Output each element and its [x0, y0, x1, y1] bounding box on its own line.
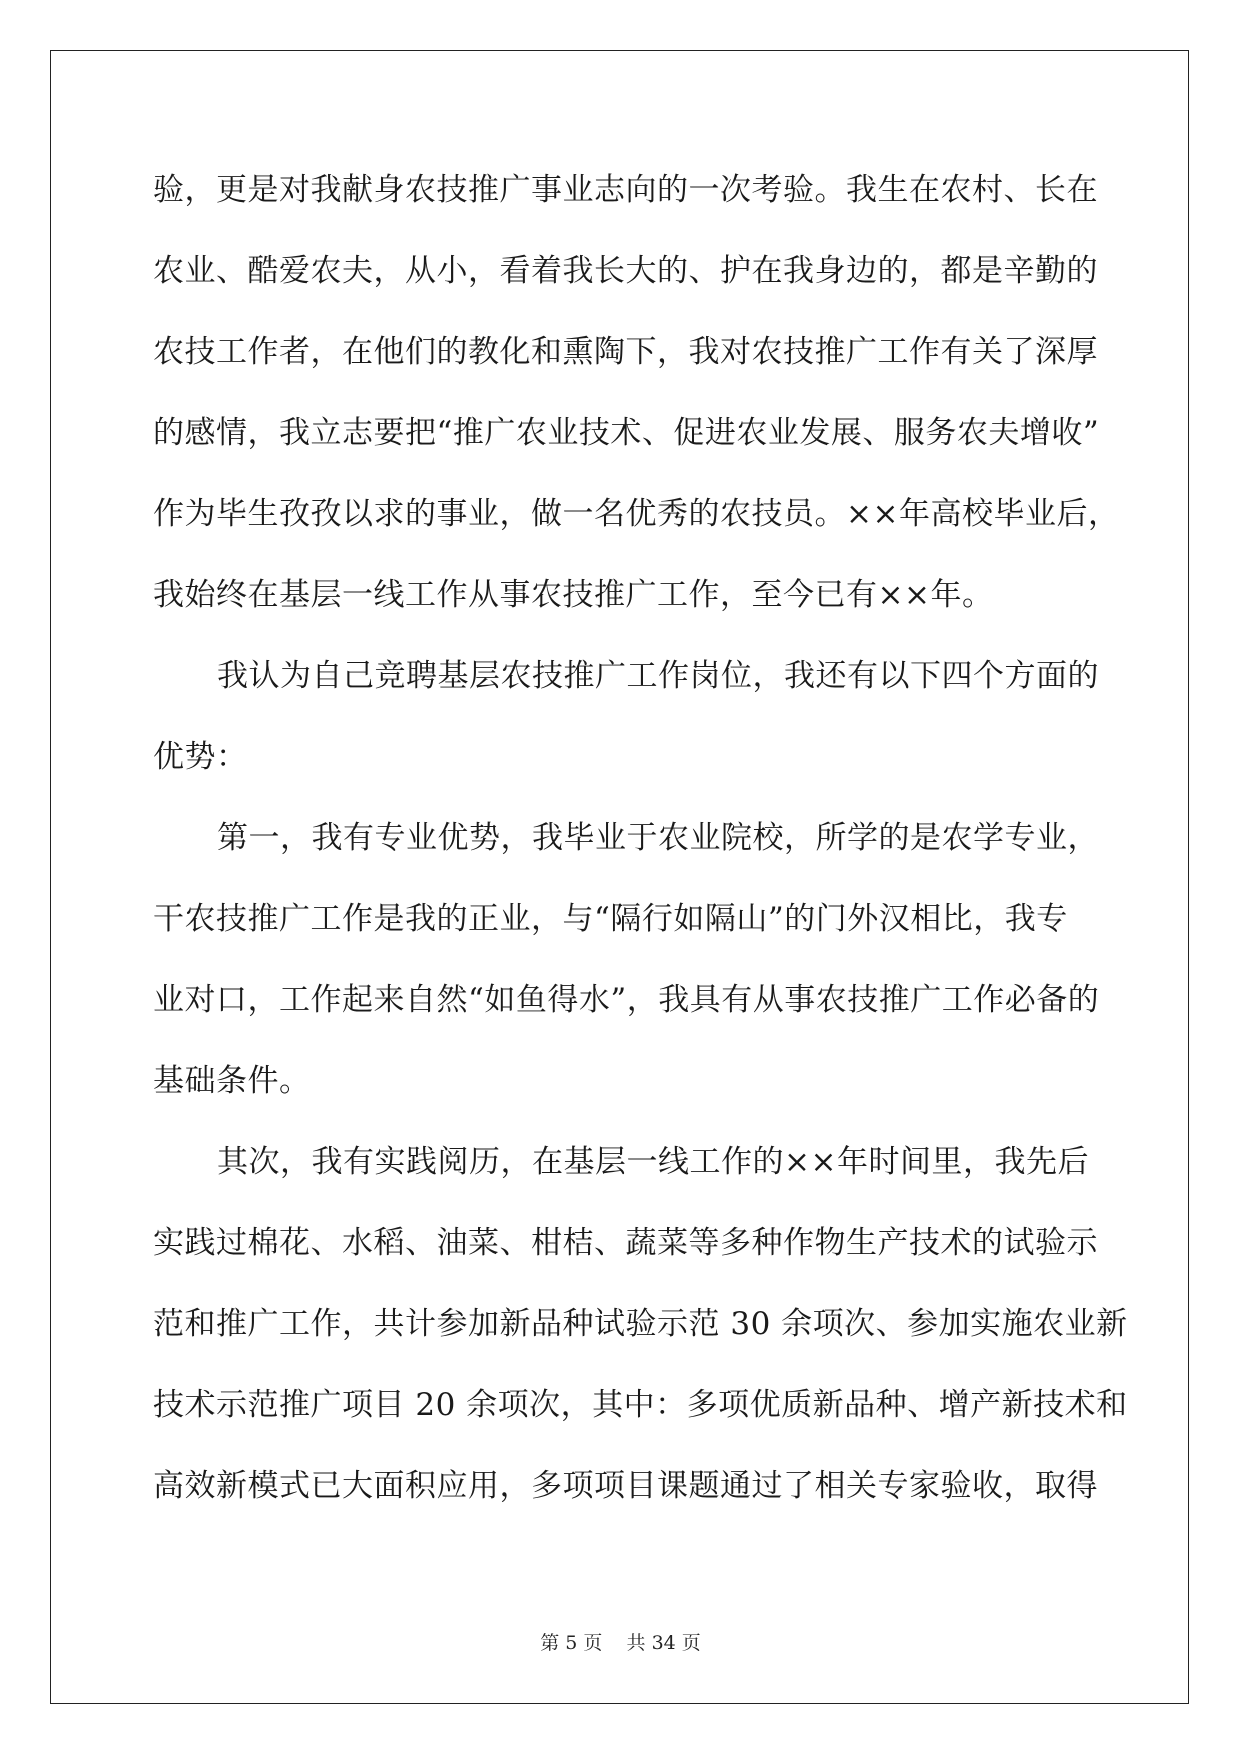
paragraph-first-line: 其次，我有实践阅历，在基层一线工作的××年时间里，我先后: [217, 1144, 1089, 1180]
text-line: 优势：: [153, 739, 248, 775]
text-line: 实践过棉花、水稻、油菜、柑桔、蔬菜等多种作物生产技术的试验示: [153, 1225, 1098, 1261]
text-line: 作为毕生孜孜以求的事业，做一名优秀的农技员。××年高校毕业后，: [153, 496, 1120, 532]
text-line: 基础条件。: [153, 1063, 311, 1099]
text-line: 技术示范推广项目 20 余项次，其中：多项优质新品种、增产新技术和: [153, 1387, 1128, 1423]
page-number: 第 5 页: [540, 1632, 603, 1654]
paragraph-first-line: 我认为自己竞聘基层农技推广工作岗位，我还有以下四个方面的: [217, 658, 1099, 694]
paragraph-first-line: 第一，我有专业优势，我毕业于农业院校，所学的是农学专业，: [217, 820, 1099, 856]
text-line: 农业、酷爱农夫，从小，看着我长大的、护在我身边的，都是辛勤的: [153, 253, 1098, 289]
page-footer: [0, 1628, 1241, 1655]
page-total: 共 34 页: [626, 1632, 701, 1654]
document-body: [153, 161, 1128, 1538]
text-line: 范和推广工作，共计参加新品种试验示范 30 余项次、参加实施农业新: [153, 1306, 1128, 1342]
text-line: 农技工作者，在他们的教化和熏陶下，我对农技推广工作有关了深厚: [153, 334, 1098, 370]
text-line: 验，更是对我献身农技推广事业志向的一次考验。我生在农村、长在: [153, 172, 1098, 208]
text-line: 干农技推广工作是我的正业，与“隔行如隔山”的门外汉相比，我专: [153, 901, 1068, 937]
text-line: 我始终在基层一线工作从事农技推广工作，至今已有××年。: [153, 577, 994, 613]
text-line: 业对口，工作起来自然“如鱼得水”，我具有从事农技推广工作必备的: [153, 982, 1100, 1018]
text-line: 的感情，我立志要把“推广农业技术、促进农业发展、服务农夫增收”: [153, 415, 1100, 451]
text-line: 高效新模式已大面积应用，多项项目课题通过了相关专家验收，取得: [153, 1468, 1098, 1504]
